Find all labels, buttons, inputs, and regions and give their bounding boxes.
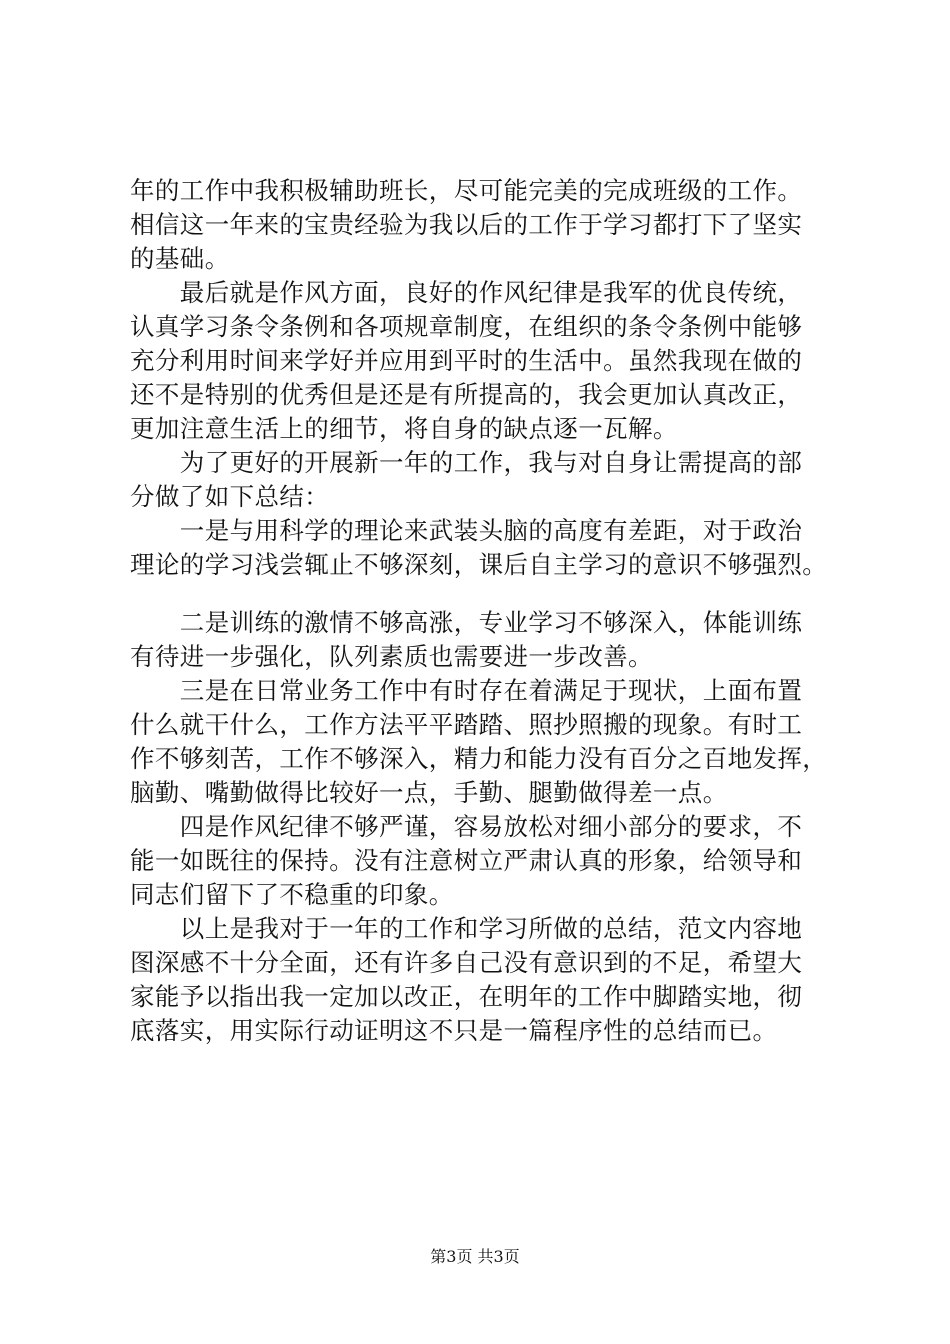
text-line: 底落实，用实际行动证明这不只是一篇程序性的总结而已。	[130, 1016, 778, 1045]
text-line: 年的工作中我积极辅助班长，尽可能完美的完成班级的工作。	[130, 176, 803, 205]
text-line: 一是与用科学的理论来武装头脑的高度有差距，对于政治	[130, 516, 803, 545]
text-line: 更加注意生活上的细节，将自身的缺点逐一瓦解。	[130, 414, 678, 443]
text-line: 能一如既往的保持。没有注意树立严肃认真的形象，给领导和	[130, 846, 803, 875]
text-line: 理论的学习浅尝辄止不够深刻，课后自主学习的意识不够强烈。	[130, 550, 828, 579]
text-line: 家能予以指出我一定加以改正，在明年的工作中脚踏实地，彻	[130, 982, 803, 1011]
text-line: 脑勤、嘴勤做得比较好一点，手勤、腿勤做得差一点。	[130, 778, 728, 807]
text-line: 什么就干什么，工作方法平平踏踏、照抄照搬的现象。有时工	[130, 710, 803, 739]
text-line: 作不够刻苦，工作不够深入，精力和能力没有百分之百地发挥，	[130, 744, 828, 773]
text-line: 分做了如下总结：	[130, 482, 330, 511]
text-line: 以上是我对于一年的工作和学习所做的总结，范文内容地	[130, 914, 803, 943]
text-line: 认真学习条令条例和各项规章制度，在组织的条令条例中能够	[130, 312, 803, 341]
text-line: 四是作风纪律不够严谨，容易放松对细小部分的要求，不	[130, 812, 803, 841]
page-number-footer: 第3页 共3页	[430, 1247, 520, 1266]
text-line: 最后就是作风方面，良好的作风纪律是我军的优良传统，	[130, 278, 803, 307]
text-line: 有待进一步强化，队列素质也需要进一步改善。	[130, 642, 653, 671]
text-line: 图深感不十分全面，还有许多自己没有意识到的不足，希望大	[130, 948, 803, 977]
text-line: 的基础。	[130, 244, 230, 273]
text-line: 为了更好的开展新一年的工作，我与对自身让需提高的部	[130, 448, 803, 477]
text-line: 还不是特别的优秀但是还是有所提高的，我会更加认真改正，	[130, 380, 803, 409]
text-line: 同志们留下了不稳重的印象。	[130, 880, 454, 909]
text-line: 充分利用时间来学好并应用到平时的生活中。虽然我现在做的	[130, 346, 803, 375]
text-line: 二是训练的激情不够高涨，专业学习不够深入，体能训练	[130, 608, 803, 637]
text-line: 三是在日常业务工作中有时存在着满足于现状，上面布置	[130, 676, 803, 705]
text-line: 相信这一年来的宝贵经验为我以后的工作于学习都打下了坚实	[130, 210, 803, 239]
